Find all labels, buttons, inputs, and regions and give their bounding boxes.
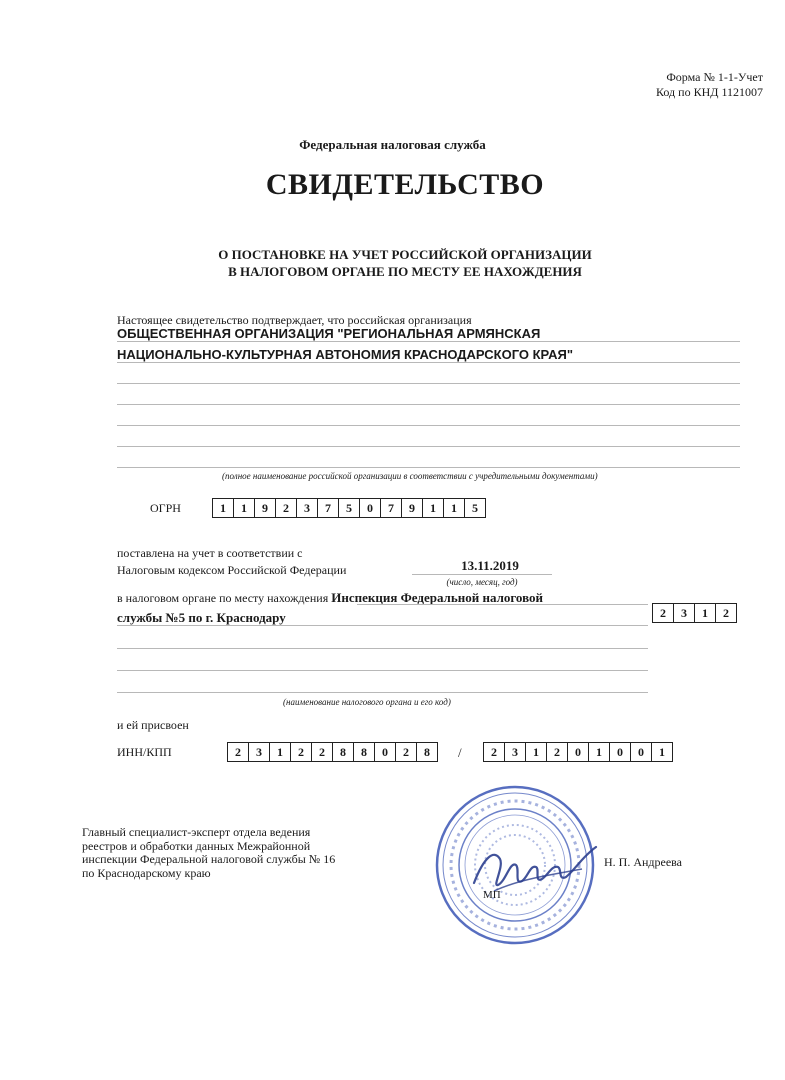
document-title: СВИДЕТЕЛЬСТВО [265, 168, 545, 201]
digit-cell: 0 [360, 499, 381, 517]
document-subtitle [0, 246, 785, 280]
agency-name: Федеральная налоговая служба [299, 137, 486, 152]
digit-cell: 2 [396, 743, 417, 761]
digit-cell: 7 [381, 499, 402, 517]
kpp-digits [483, 742, 673, 762]
rule-line [117, 467, 740, 468]
ogrn-digits [212, 498, 486, 518]
rule-line [117, 692, 648, 693]
digit-cell: 1 [270, 743, 291, 761]
authority-intro: в налоговом органе по месту нахождения [117, 591, 329, 605]
date-caption: (число, месяц, год) [446, 577, 518, 587]
digit-cell: 8 [333, 743, 354, 761]
digit-cell: 5 [339, 499, 360, 517]
rule-line [117, 404, 740, 405]
position-line-2: реестров и обработки данных Межрайонной [82, 838, 311, 853]
digit-cell: 9 [402, 499, 423, 517]
registration-date: 13.11.2019 [461, 558, 519, 573]
digit-cell: 3 [249, 743, 270, 761]
tax-authority [117, 588, 637, 628]
knd-code: Код по КНД 1121007 [656, 85, 763, 99]
authority-code-digits [652, 603, 737, 623]
rule-line [117, 425, 740, 426]
digit-cell: 2 [291, 743, 312, 761]
digit-cell: 1 [695, 604, 716, 622]
rule-line [117, 341, 740, 342]
digit-cell: 2 [547, 743, 568, 761]
signatory-name: Н. П. Андреева [604, 855, 683, 869]
digit-cell: 0 [568, 743, 589, 761]
form-header [656, 70, 763, 100]
authority-name-part-2: службы №5 по г. Краснодару [117, 610, 286, 625]
registration-line-1: поставлена на учет в соответствии с [117, 546, 303, 560]
date-rule [412, 574, 552, 575]
ogrn-label: ОГРН [150, 501, 181, 515]
digit-cell: 5 [472, 501, 478, 515]
org-name-caption: (полное наименование российской организации в соответствии с учредительными документами) [222, 471, 598, 481]
digit-cell: 0 [631, 743, 652, 761]
signatory-position [82, 826, 335, 880]
registration-line-2: Налоговым кодексом Российской Федерации [117, 563, 347, 577]
digit-cell: 1 [423, 499, 444, 517]
rule-line [117, 648, 648, 649]
digit-cell: 7 [318, 499, 339, 517]
rule-line [117, 383, 740, 384]
org-name-line-1: ОБЩЕСТВЕННАЯ ОРГАНИЗАЦИЯ "РЕГИОНАЛЬНАЯ АРМЯНСКАЯ [117, 326, 541, 341]
rule-line [117, 670, 648, 671]
digit-cell: 0 [610, 743, 631, 761]
digit-cell: 0 [375, 743, 396, 761]
rule-line [357, 604, 648, 605]
digit-cell: 1 [234, 499, 255, 517]
digit-cell: 1 [213, 499, 234, 517]
inn-digits [227, 742, 438, 762]
form-number: Форма № 1-1-Учет [666, 70, 763, 84]
digit-cell: 3 [505, 743, 526, 761]
digit-cell: 9 [255, 499, 276, 517]
digit-cell: 1 [444, 499, 465, 517]
inn-kpp-label: ИНН/КПП [117, 745, 172, 759]
subtitle-line-2: В НАЛОГОВОМ ОРГАНЕ ПО МЕСТУ ЕЕ НАХОЖДЕНИЯ [228, 264, 582, 279]
position-line-1: Главный специалист-эксперт отдела ведения [82, 825, 311, 839]
digit-cell: 8 [424, 745, 430, 759]
digit-cell: 3 [297, 499, 318, 517]
authority-caption: (наименование налогового органа и его код) [283, 697, 451, 707]
digit-cell: 3 [674, 604, 695, 622]
digit-cell: 1 [659, 745, 665, 759]
digit-cell: 2 [312, 743, 333, 761]
subtitle-line-1: О ПОСТАНОВКЕ НА УЧЕТ РОССИЙСКОЙ ОРГАНИЗАЦИИ [218, 247, 592, 262]
stamp-place-label: МП [483, 889, 501, 901]
rule-line [117, 362, 740, 363]
digit-cell: 2 [228, 743, 249, 761]
digit-cell: 8 [354, 743, 375, 761]
digit-cell: 1 [589, 743, 610, 761]
authority-name-part-1: Инспекция Федеральной налоговой [331, 590, 544, 605]
certificate-intro: Настоящее свидетельство подтверждает, что российская организация [117, 313, 472, 327]
digit-cell: 2 [723, 606, 729, 620]
position-line-4: по Краснодарскому краю [82, 865, 211, 880]
rule-line [117, 446, 740, 447]
digit-cell: 2 [484, 743, 505, 761]
assigned-label: и ей присвоен [117, 718, 189, 732]
rule-line [117, 625, 648, 626]
digit-cell: 2 [276, 499, 297, 517]
org-name-line-2: НАЦИОНАЛЬНО-КУЛЬТУРНАЯ АВТОНОМИЯ КРАСНОДАРСКОГО КРАЯ" [117, 347, 573, 362]
digit-cell: 2 [653, 604, 674, 622]
inn-kpp-separator: / [458, 745, 462, 760]
digit-cell: 1 [526, 743, 547, 761]
position-line-3: инспекции Федеральной налоговой службы № 16 [82, 852, 336, 866]
